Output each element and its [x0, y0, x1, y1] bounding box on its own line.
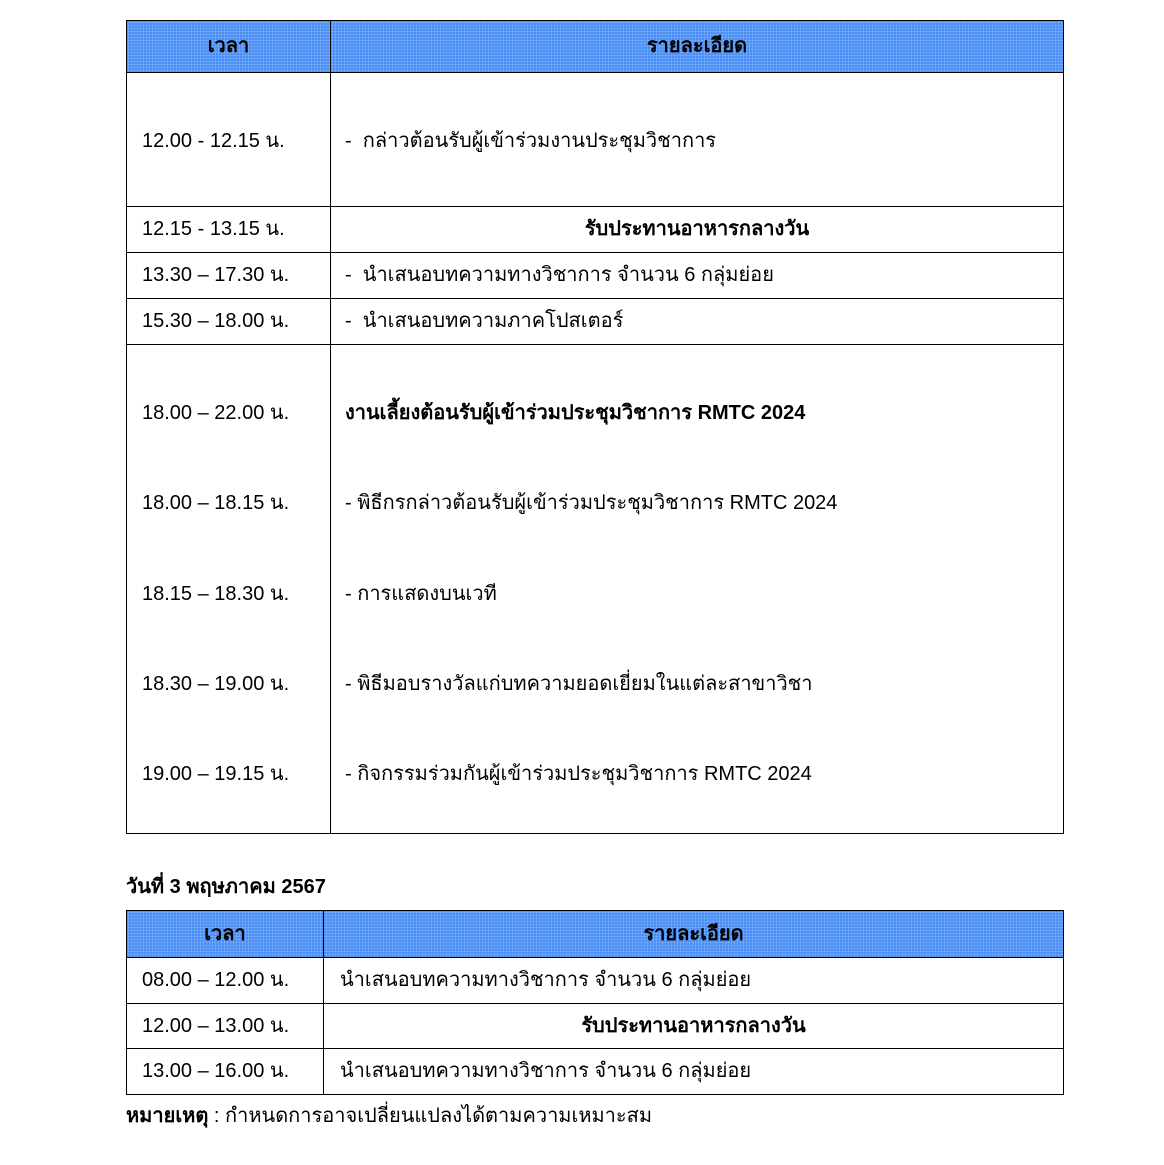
time-text: 18.00 – 22.00 น.	[142, 402, 290, 424]
table-row	[127, 1048, 1063, 1094]
day-heading: วันที่ 3 พฤษภาคม 2567	[126, 876, 326, 898]
banquet-title: งานเลี้ยงต้อนรับผู้เข้าร่วมประชุมวิชาการ RMTC 2024	[345, 402, 806, 424]
time-text: 19.00 – 19.15 น.	[142, 763, 290, 786]
table-row	[127, 206, 1063, 252]
detail-cell: รับประทานอาหารกลางวัน	[323, 1004, 1063, 1048]
header-detail: รายละเอียด	[323, 911, 1063, 957]
table-row	[127, 957, 1063, 1003]
time-text: 18.00 – 18.15 น.	[142, 492, 290, 515]
time-cell: 13.30 – 17.30 น.	[142, 264, 290, 286]
detail-cell	[330, 345, 1063, 833]
time-cell	[127, 345, 330, 833]
detail-line: - พิธีมอบรางวัลแก่บทความยอดเยี่ยมในแต่ละสาขาวิชา	[345, 672, 813, 695]
detail-line: - พิธีกรกล่าวต้อนรับผู้เข้าร่วมประชุมวิชาการ RMTC 2024	[345, 492, 838, 515]
time-text: 18.30 – 19.00 น.	[142, 672, 290, 695]
time-cell: 08.00 – 12.00 น.	[142, 969, 290, 991]
detail-cell: รับประทานอาหารกลางวัน	[330, 207, 1063, 252]
header-time: เวลา	[204, 923, 246, 945]
time-cell	[127, 73, 330, 206]
table-header	[127, 21, 1063, 72]
detail-cell: - นำเสนอบทความภาคโปสเตอร์	[330, 299, 1063, 344]
table-row	[127, 72, 1063, 206]
detail-cell: - นำเสนอบทความทางวิชาการ จำนวน 6 กลุ่มย่อย	[330, 253, 1063, 298]
time-cell: 12.00 – 13.00 น.	[142, 1015, 290, 1037]
time-text: 12.00 - 12.15 น.	[142, 130, 285, 152]
table-row	[127, 1003, 1063, 1048]
footnote-label: หมายเหตุ	[126, 1105, 209, 1127]
table-header	[127, 911, 1063, 957]
table-row	[127, 252, 1063, 298]
header-time: เวลา	[207, 35, 250, 57]
detail-cell	[330, 73, 1063, 206]
table-row	[127, 344, 1063, 833]
time-cell: 12.15 - 13.15 น.	[142, 218, 285, 240]
detail-cell: นำเสนอบทความทางวิชาการ จำนวน 6 กลุ่มย่อย	[323, 1049, 1063, 1094]
schedule-table-day-3	[126, 910, 1064, 1095]
detail-line: - การแสดงบนเวที	[345, 582, 497, 605]
time-text: 18.15 – 18.30 น.	[142, 582, 290, 605]
time-cell: 15.30 – 18.00 น.	[142, 310, 290, 332]
header-detail: รายละเอียด	[330, 21, 1063, 72]
footnote	[126, 1102, 652, 1130]
detail-line: - กล่าวต้อนรับผู้เข้าร่วมงานประชุมวิชาการ	[345, 130, 717, 152]
detail-line: - กิจกรรมร่วมกันผู้เข้าร่วมประชุมวิชาการ RMTC 2024	[345, 763, 812, 786]
time-cell: 13.00 – 16.00 น.	[142, 1060, 290, 1082]
schedule-table-day-2	[126, 20, 1064, 834]
footnote-text: : กำหนดการอาจเปลี่ยนแปลงได้ตามความเหมาะสม	[208, 1105, 653, 1127]
table-row	[127, 298, 1063, 344]
detail-cell: นำเสนอบทความทางวิชาการ จำนวน 6 กลุ่มย่อย	[323, 958, 1063, 1003]
